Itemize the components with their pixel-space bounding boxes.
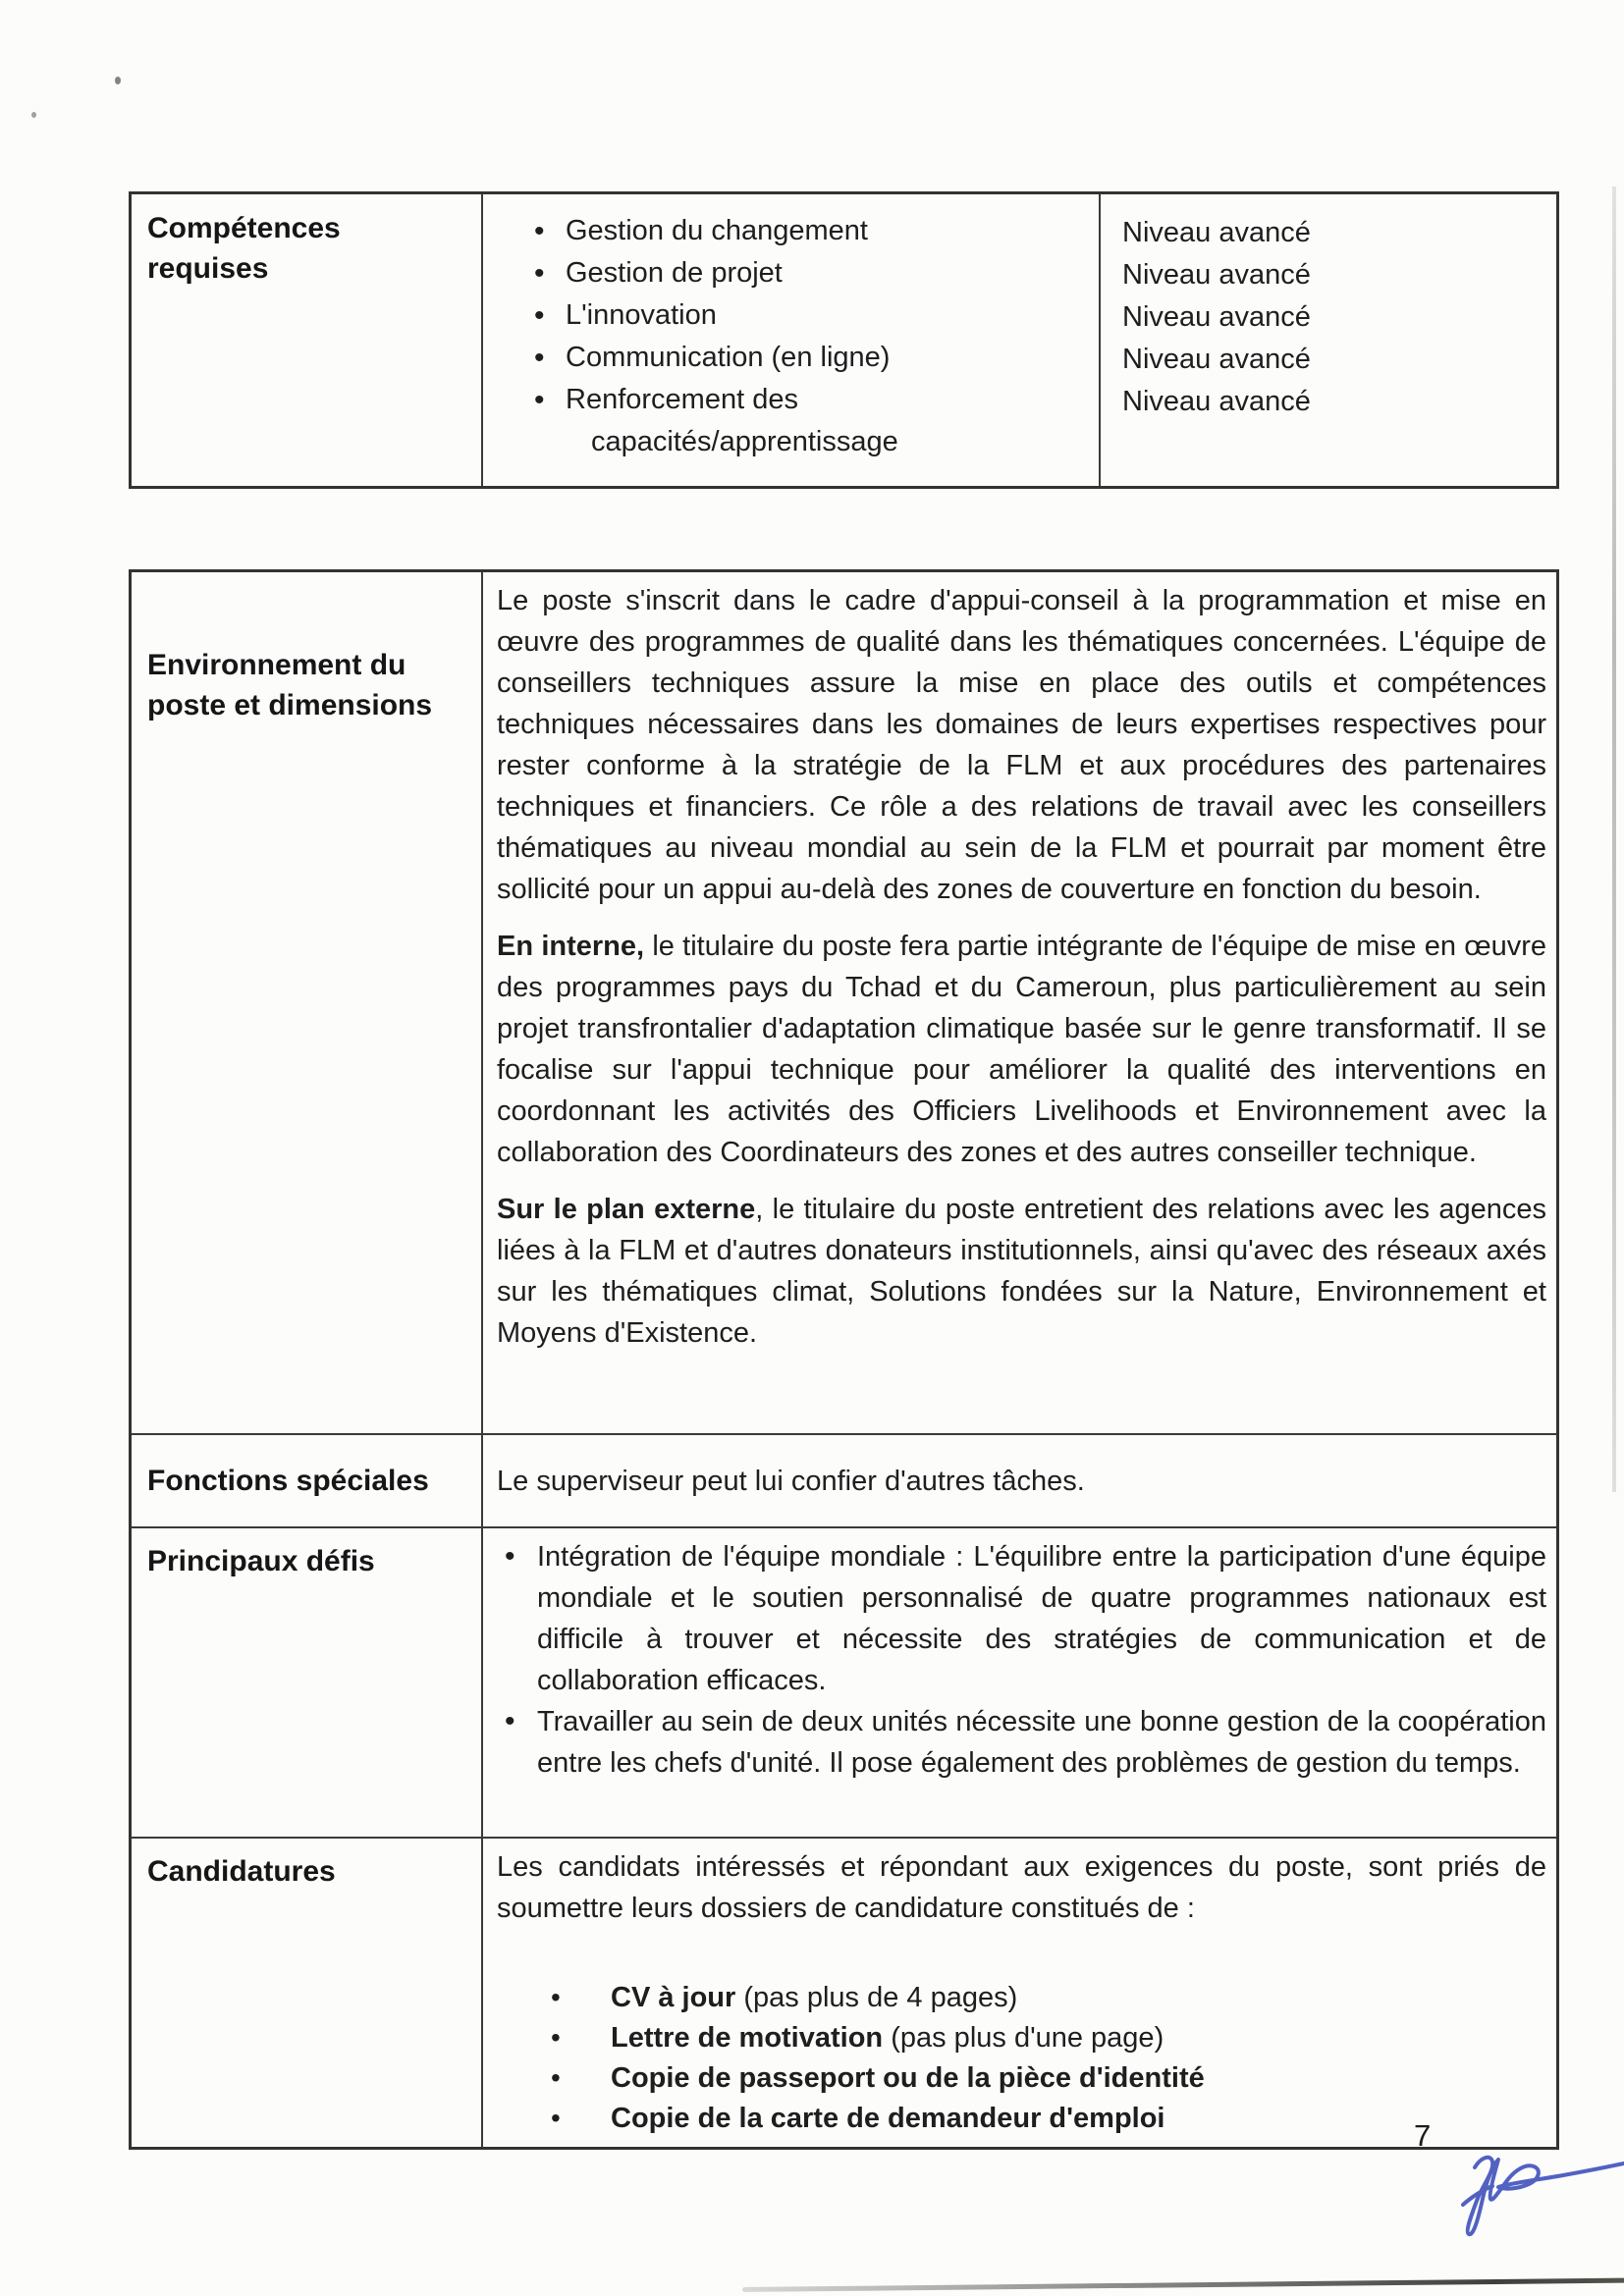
competence-level: Niveau avancé [1122, 259, 1311, 291]
environment-row [132, 572, 1556, 1433]
competence-label-continuation: capacités/apprentissage [591, 426, 898, 457]
competence-item [483, 294, 1091, 337]
application-item [497, 2099, 1546, 2139]
competence-item [483, 379, 1091, 463]
application-item-bold: Copie de la carte de demandeur d'emploi [611, 2103, 1165, 2134]
scan-speck [115, 77, 121, 84]
competences-header-cell [132, 194, 481, 486]
challenges-header-cell [132, 1528, 481, 1837]
competence-label: Communication (en ligne) [566, 342, 891, 373]
paragraph-body: , le titulaire du poste entretient des relations avec les agences liées à la FLM et d'autres donateurs institutionnels, ainsi qu'avec des réseaux axés sur les thématiques climat, Solutions fondées sur la Nature, Environnement et Moyens d'Existence. [497, 1194, 1546, 1349]
application-item [497, 2018, 1546, 2058]
environment-paragraph-1: Le poste s'inscrit dans le cadre d'appui-conseil à la programmation et mise en œuvre des programmes de qualité dans les thématiques concernées. L'équipe de conseillers techniques assure la mise en place des outils et compétences techniques nécessaires dans les domaines de leurs expertises respectives pour rester conforme à la stratégie de la FLM et aux procédures des partenaires techniques et financiers. Ce rôle a des relations de travail avec les conseillers thématiques au niveau mondial au sein de la FLM et pourrait par moment être sollicité pour un appui au-delà des zones de couverture en fonction du besoin. [497, 585, 1546, 905]
competence-level: Niveau avancé [1122, 386, 1311, 417]
competence-item [483, 210, 1091, 252]
details-table [129, 569, 1559, 2150]
competence-level: Niveau avancé [1122, 301, 1311, 333]
application-item-bold: Copie de passeport ou de la pièce d'identité [611, 2062, 1205, 2094]
spacer [497, 1945, 1546, 1978]
challenges-row [132, 1526, 1556, 1837]
challenges-header: Principaux défis [147, 1545, 375, 1577]
scan-speck [31, 112, 36, 118]
competence-item [483, 337, 1091, 379]
competences-list-cell [481, 194, 1099, 486]
application-item [497, 2058, 1546, 2099]
applications-header-cell [132, 1839, 481, 2147]
applications-content-cell [481, 1839, 1556, 2147]
paragraph-body: le titulaire du poste fera partie intégrante de l'équipe de mise en œuvre des programmes pays du Tchad et du Cameroun, plus particulièrement au sein projet transfrontalier d'adaptation climatique basée sur le genre transformatif. Il se focalise sur l'appui technique pour améliorer la qualité des interventions en coordonnant les activités des Officiers Livelihoods et Environnement avec la collaboration des Coordinateurs des zones et des autres conseiller technique. [497, 931, 1546, 1168]
special-functions-header-cell [132, 1435, 481, 1526]
competence-level: Niveau avancé [1122, 344, 1311, 375]
application-item-rest: (pas plus de 4 pages) [735, 1982, 1018, 2013]
competence-label: L'innovation [566, 299, 717, 331]
applications-list [497, 1978, 1546, 2139]
environment-paragraph-2 [497, 926, 1546, 1173]
paragraph-lead: Sur le plan externe [497, 1194, 756, 1225]
competences-header: Compétences requises [147, 212, 341, 285]
challenges-list [497, 1536, 1546, 1784]
handwritten-signature [1432, 2142, 1624, 2260]
paragraph-lead: En interne, [497, 931, 645, 962]
application-item-bold: CV à jour [611, 1982, 736, 2013]
challenge-item: • Travailler au sein de deux unités nécessite une bonne gestion de la coopération entre les chefs d'unité. Il pose également des problèmes de gestion du temps. [497, 1701, 1546, 1784]
competences-list [483, 210, 1091, 463]
special-functions-header: Fonctions spéciales [147, 1465, 429, 1497]
challenge-item: • Intégration de l'équipe mondiale : L'équilibre entre la participation d'une équipe mondiale et le soutien personnalisé de quatre programmes nationaux est difficile à trouver et nécessite des stratégies de communication et de collaboration efficaces. [497, 1536, 1546, 1701]
applications-intro: Les candidats intéressés et répondant aux exigences du poste, sont priés de soumettre leurs dossiers de candidature constitués de : [497, 1851, 1546, 1924]
environment-header: Environnement du poste et dimensions [147, 649, 433, 721]
application-item [497, 1978, 1546, 2018]
special-functions-row [132, 1433, 1556, 1526]
competence-item [483, 252, 1091, 294]
competences-table [129, 191, 1559, 489]
application-item-rest: (pas plus d'une page) [883, 2022, 1164, 2054]
environment-header-cell [132, 572, 481, 1433]
applications-header: Candidatures [147, 1855, 336, 1888]
page-number: 7 [1414, 2118, 1432, 2153]
applications-row [132, 1837, 1556, 2147]
competence-level: Niveau avancé [1122, 217, 1311, 248]
competence-label: Gestion du changement [566, 215, 868, 246]
special-functions-content-cell [481, 1435, 1556, 1526]
competence-label: Renforcement des [566, 384, 798, 415]
scan-edge-line [742, 2278, 1624, 2292]
competences-levels-cell [1099, 194, 1556, 486]
environment-content-cell [481, 572, 1556, 1433]
competence-label: Gestion de projet [566, 257, 783, 289]
scan-edge-shadow [1612, 187, 1616, 1492]
environment-paragraph-3 [497, 1189, 1546, 1354]
application-item-bold: Lettre de motivation [611, 2022, 884, 2054]
challenges-content-cell [481, 1528, 1556, 1837]
special-functions-text: Le superviseur peut lui confier d'autres tâches. [497, 1465, 1085, 1497]
